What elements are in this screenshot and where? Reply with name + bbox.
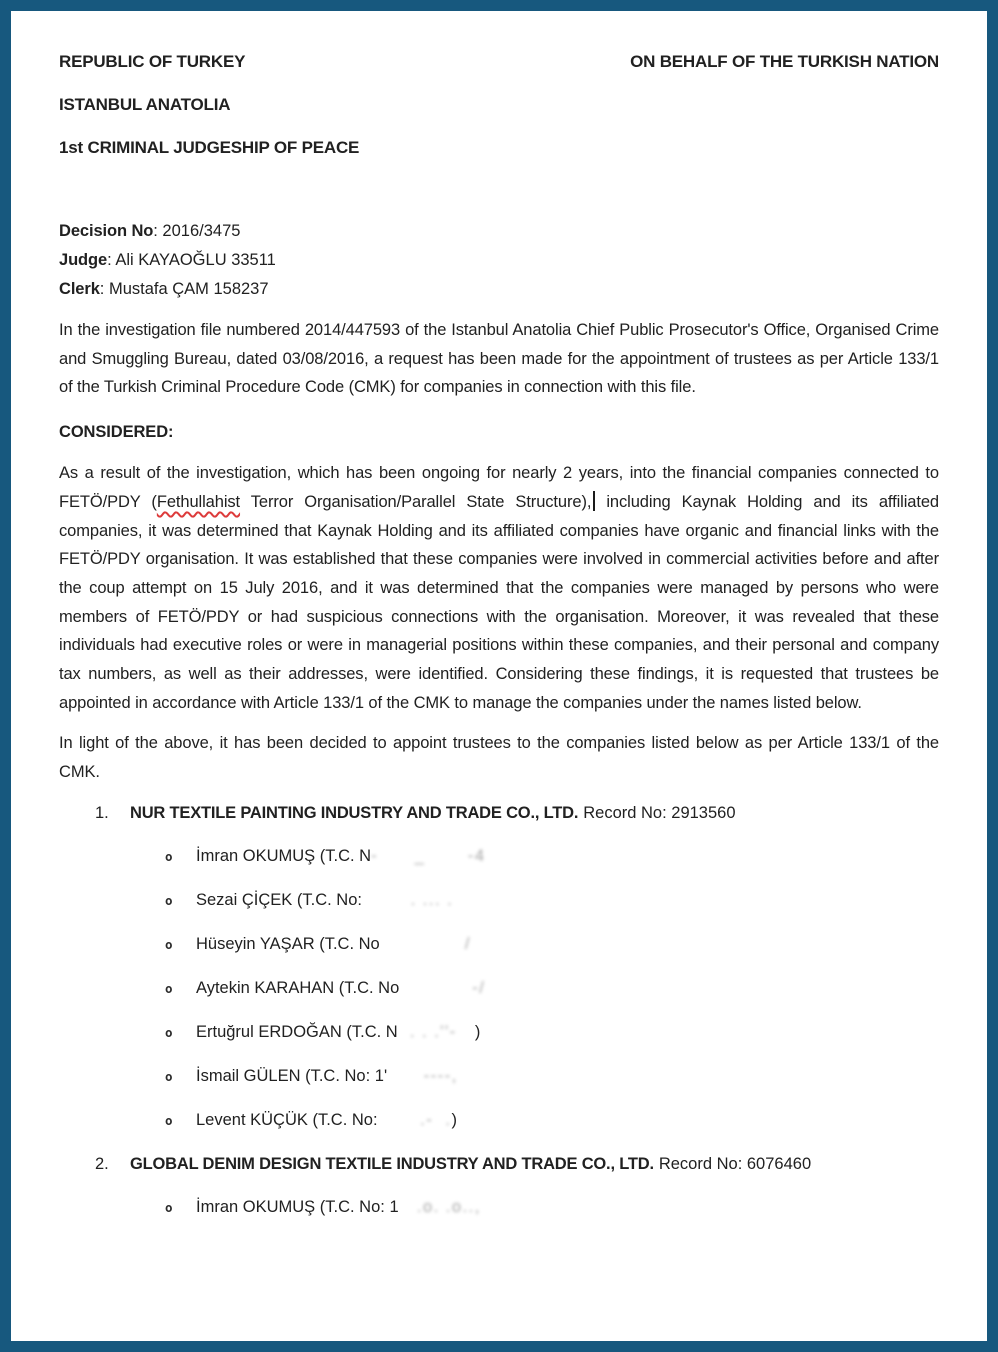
trustee-item <box>59 974 939 1004</box>
trustee-name: Hüseyin YAŞAR (T.C. No <box>196 935 380 954</box>
considered-heading: CONSIDERED: <box>59 423 174 442</box>
redacted-id-number: ----, <box>387 1067 458 1086</box>
trustee-entry <box>196 930 471 959</box>
bullet-icon: o <box>165 1113 173 1129</box>
court-location: ISTANBUL ANATOLIA <box>59 95 231 114</box>
company-name: GLOBAL DENIM DESIGN TEXTILE INDUSTRY AND TRADE CO., LTD. <box>130 1154 654 1173</box>
redacted-id-number: -/ <box>399 979 486 998</box>
trustee-name: İmran OKUMUŞ (T.C. No: 1 <box>196 1198 399 1217</box>
trustee-entry <box>196 1106 457 1135</box>
redacted-id-number: . ... . <box>361 891 454 910</box>
company-number: 2. <box>95 1154 109 1173</box>
trustee-entry <box>196 886 453 915</box>
header-right-title: ON BEHALF OF THE TURKISH NATION <box>630 52 939 71</box>
company-heading <box>59 799 939 828</box>
trustee-entry <box>196 1018 480 1047</box>
company-title-line <box>130 799 736 828</box>
trustee-item <box>59 930 939 960</box>
judge-value: : Ali KAYAOĞLU 33511 <box>107 251 276 269</box>
trustee-item <box>59 1018 939 1048</box>
court-name: 1st CRIMINAL JUDGESHIP OF PEACE <box>59 138 360 157</box>
judge-line <box>59 246 939 275</box>
redacted-id-number: .- . <box>377 1111 452 1130</box>
trustee-item <box>59 886 939 916</box>
case-meta <box>59 217 939 304</box>
bullet-icon: o <box>165 893 173 909</box>
trustee-name: İmran OKUMUŞ (T.C. N <box>196 847 372 866</box>
redacted-id-number: .o. .o.., <box>398 1198 481 1217</box>
company-record-no: Record No: 6076460 <box>658 1154 812 1173</box>
trustee-name: Ertuğrul ERDOĞAN (T.C. N <box>196 1023 398 1042</box>
trustee-entry <box>196 974 485 1003</box>
clerk-label: Clerk <box>59 280 100 298</box>
trustee-entry <box>196 1193 481 1222</box>
trustee-entry <box>196 842 486 871</box>
company-item <box>59 1150 939 1223</box>
trustee-list <box>59 1193 939 1223</box>
decision-no-line <box>59 217 939 246</box>
company-title-line <box>130 1150 811 1179</box>
trustee-entry <box>196 1062 458 1091</box>
redacted-id-number: / <box>379 935 471 954</box>
bullet-icon: o <box>165 849 173 865</box>
trustee-list <box>59 842 939 1136</box>
company-list <box>59 799 939 1223</box>
trustee-name: İsmail GÜLEN (T.C. No: 1' <box>196 1067 388 1086</box>
company-item <box>59 799 939 1136</box>
considered-text-1: As a result of the investigation, which has been ongoing for nearly 2 years, into the financial companies connected to FETÖ/PDY ( <box>59 464 939 511</box>
trustee-entry-tail: ) <box>451 1111 457 1130</box>
considered-paragraph <box>59 459 939 717</box>
trustee-name: Levent KÜÇÜK (T.C. No: <box>196 1111 378 1130</box>
considered-text-2: Terror Organisation/Parallel State Structure), <box>240 492 592 511</box>
misspelled-word: Fethullahist <box>156 492 241 511</box>
trustee-item <box>59 842 939 872</box>
trustee-name: Sezai ÇİÇEK (T.C. No: <box>196 891 362 910</box>
redacted-id-number: - _ -4 <box>371 847 486 866</box>
clerk-value: : Mustafa ÇAM 158237 <box>99 280 269 298</box>
considered-text-3: including Kaynak Holding and its affiliated companies, it was determined that Kaynak Holding and its affiliated companies have organic and financial links with the FETÖ/PDY organisation. It was established that these companies were involved in commercial activities before and after the coup attempt on 15 July 2016, and it was determined that the companies were managed by persons who were members of FETÖ/PDY or had suspicious connections with the organisation. Moreover, it was revealed that these individuals had executive roles or were in managerial positions within these companies, and their personal and company tax numbers, as well as their addresses, were identified. Considering these findings, it is requested that trustees be appointed in accordance with Article 133/1 of the CMK to manage the companies under the names listed below. <box>59 492 940 712</box>
document-header <box>59 51 939 73</box>
company-number: 1. <box>95 803 109 822</box>
bullet-icon: o <box>165 1025 173 1041</box>
decision-no-value: : 2016/3475 <box>153 222 241 240</box>
intro-paragraph: In the investigation file numbered 2014/447593 of the Istanbul Anatolia Chief Public Prosecutor's Office, Organised Crime and Smuggling Bureau, dated 03/08/2016, a request has been made for the appointment of trustees as per Article 133/1 of the Turkish Criminal Procedure Code (CMK) for companies in connection with this file. <box>59 321 939 397</box>
trustee-name: Aytekin KARAHAN (T.C. No <box>196 979 400 998</box>
company-heading <box>59 1150 939 1179</box>
judge-label: Judge <box>59 251 108 269</box>
trustee-item <box>59 1193 939 1223</box>
decision-paragraph: In light of the above, it has been decided to appoint trustees to the companies listed below as per Article 133/1 of the CMK. <box>59 734 939 782</box>
company-record-no: Record No: 2913560 <box>583 803 736 822</box>
header-left-title: REPUBLIC OF TURKEY <box>59 52 246 71</box>
redacted-id-number: . . .''- <box>397 1023 475 1042</box>
trustee-item <box>59 1062 939 1092</box>
clerk-line <box>59 275 939 304</box>
trustee-entry-tail: ) <box>474 1023 481 1042</box>
bullet-icon: o <box>165 1069 173 1085</box>
company-name: NUR TEXTILE PAINTING INDUSTRY AND TRADE CO., LTD. <box>130 803 579 822</box>
bullet-icon: o <box>165 981 173 997</box>
bullet-icon: o <box>165 1200 173 1216</box>
decision-no-label: Decision No <box>59 222 154 240</box>
bullet-icon: o <box>165 937 173 953</box>
trustee-item <box>59 1106 939 1136</box>
